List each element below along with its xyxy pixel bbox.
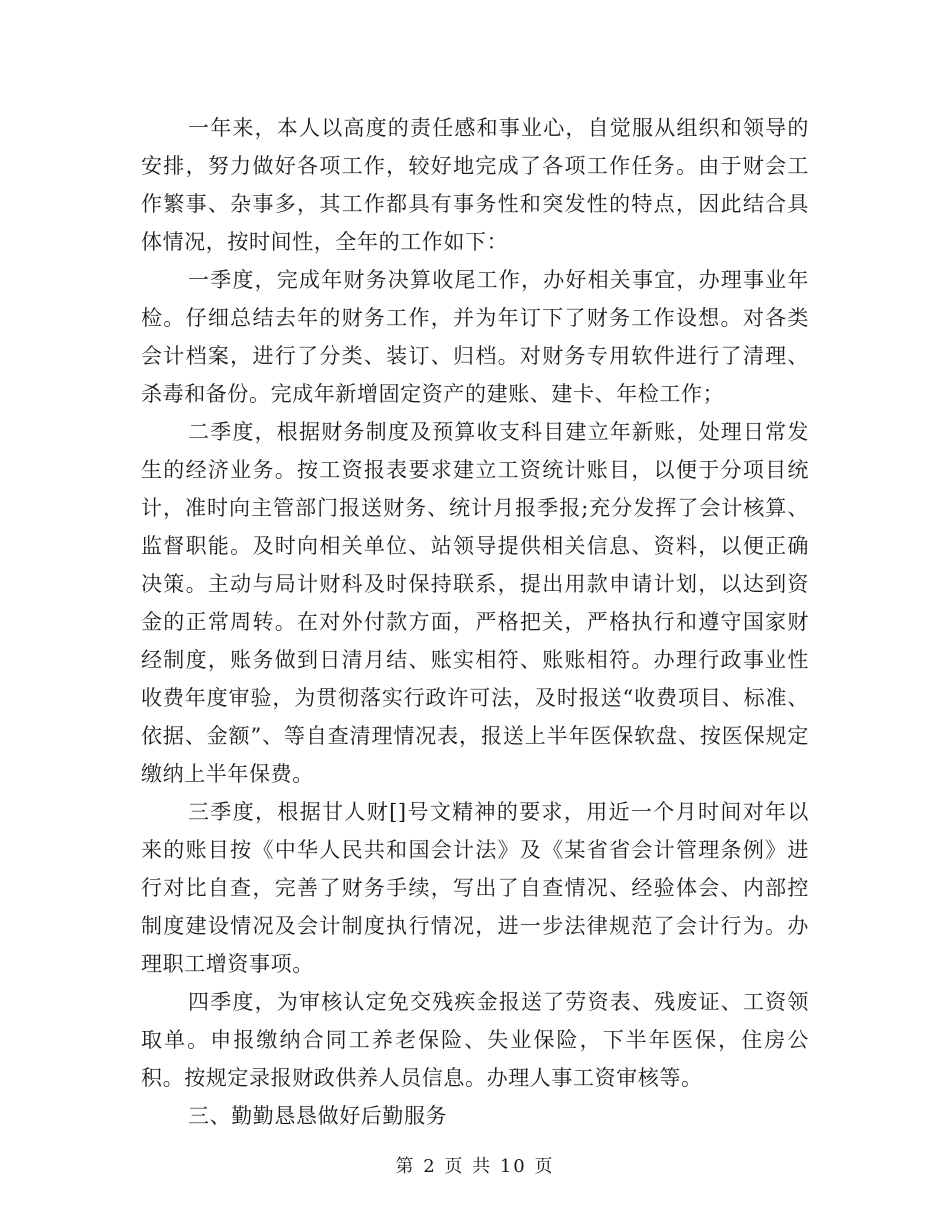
paragraph-intro: 一年来，本人以高度的责任感和事业心，自觉服从组织和领导的安排，努力做好各项工作，较好地完成了各项工作任务。由于财会工作繁事、杂事多，其工作都具有事务性和突发性的特点，因此结合具体情况，按时间性，全年的工作如下： (141, 116, 809, 254)
page-footer: 第 2 页 共 10 页 (395, 1156, 555, 1177)
paragraph-q3: 三季度，根据甘人财[]号文精神的要求，用近一个月时间对年以来的账目按《中华人民共和国会计法》及《某省省会计管理条例》进行对比自查，完善了财务手续，写出了自查情况、经验体会、内部控制度建设情况及会计制度执行情况，进一步法律规范了会计行为。办理职工增资事项。 (141, 800, 809, 976)
paragraph-q4: 四季度，为审核认定免交残疾金报送了劳资表、残废证、工资领取单。申报缴纳合同工养老保险、失业保险，下半年医保，住房公积。按规定录报财政供养人员信息。办理人事工资审核等。 (141, 990, 809, 1090)
section-heading: 三、勤勤恳恳做好后勤服务 (188, 1104, 448, 1128)
paragraph-q1: 一季度，完成年财务决算收尾工作，办好相关事宜，办理事业年检。仔细总结去年的财务工作，并为年订下了财务工作设想。对各类会计档案，进行了分类、装订、归档。对财务专用软件进行了清理、杀毒和备份。完成年新增固定资产的建账、建卡、年检工作； (141, 268, 809, 406)
paragraph-q2: 二季度，根据财务制度及预算收支科目建立年新账，处理日常发生的经济业务。按工资报表要求建立工资统计账目，以便于分项目统计，准时向主管部门报送财务、统计月报季报;充分发挥了会计核算、监督职能。及时向相关单位、站领导提供相关信息、资料，以便正确决策。主动与局计财科及时保持联系，提出用款申请计划，以达到资金的正常周转。在对外付款方面，严格把关，严格执行和遵守国家财经制度，账务做到日清月结、账实相符、账账相符。办理行政事业性收费年度审验，为贯彻落实行政许可法，及时报送“收费项目、标准、依据、金额”、等自查清理情况表，报送上半年医保软盘、按医保规定缴纳上半年保费。 (141, 420, 809, 786)
document-body (141, 109, 809, 1135)
